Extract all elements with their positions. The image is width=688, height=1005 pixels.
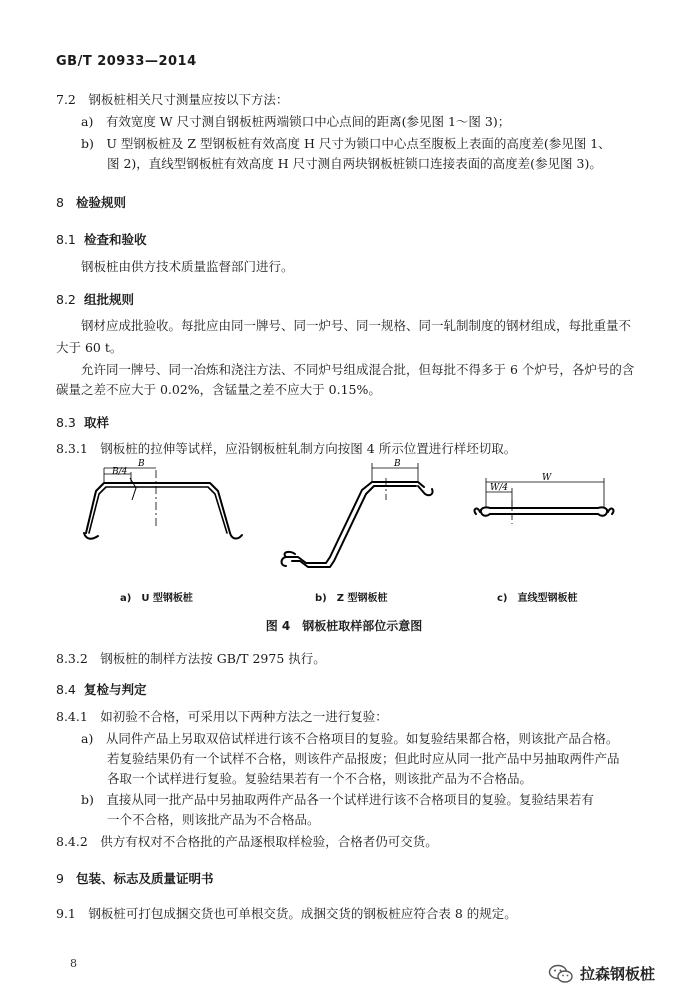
figure-4-drawings xyxy=(0,455,688,585)
clause-8-4-1-a-line3: 各取一个试样进行复验。复验结果若有一个不合格，则该批产品为不合格品。 xyxy=(107,771,533,786)
label-w-over-4: W/4 xyxy=(490,483,509,493)
paragraph-8-2-line2: 大于 60 t。 xyxy=(56,340,123,355)
clause-8-4-1: 8.4.1 如初验不合格，可采用以下两种方法之一进行复验： xyxy=(56,709,388,724)
paragraph-8-2-line4: 碳量之差不应大于 0.02%，含锰量之差不应大于 0.15%。 xyxy=(56,382,381,397)
heading-title: 检验规则 xyxy=(76,195,127,210)
heading-number: 9 xyxy=(56,871,64,886)
paragraph-8-2-line3: 允许同一牌号、同一冶炼和浇注方法、不同炉号组成混合批，但每批不得多于 6 个炉号，各炉号的含 xyxy=(81,362,635,377)
standard-code: GB/T 20933—2014 xyxy=(56,54,197,69)
heading-8-1 xyxy=(56,230,147,248)
clause-8-4-1-b-line1: b) 直接从同一批产品中另抽取两件产品各一个试样进行该不合格项目的复验。复验结果若有 xyxy=(81,792,594,807)
clause-7-2: 7.2 钢板桩相关尺寸测量应按以下方法： xyxy=(56,92,289,107)
label-b-over-4: B/4 xyxy=(112,467,128,477)
watermark xyxy=(548,963,655,984)
clause-8-3-1: 8.3.1 钢板桩的拉伸等试样，应沿钢板桩轧制方向按图 4 所示位置进行样坯切取。 xyxy=(56,441,517,456)
u-type-pile-shape xyxy=(84,483,242,539)
clause-8-3-2: 8.3.2 钢板桩的制样方法按 GB/T 2975 执行。 xyxy=(56,651,326,666)
clause-9-1: 9.1 钢板桩可打包成捆交货也可单根交货。成捆交货的钢板桩应符合表 8 的规定。 xyxy=(56,906,517,921)
clause-7-2-b-line1: b) U 型钢板桩及 Z 型钢板桩有效高度 H 尺寸为锁口中心点至腹板上表面的高度差(参见图 1、 xyxy=(81,136,611,151)
heading-8-3 xyxy=(56,413,109,431)
z-type-pile-shape xyxy=(282,482,433,567)
caption-z-type: b) Z 型钢板桩 xyxy=(315,593,388,604)
label-b-b: B xyxy=(394,459,401,469)
heading-title: 组批规则 xyxy=(84,292,135,307)
heading-number: 8 xyxy=(56,195,64,210)
heading-number: 8.3 xyxy=(56,415,76,430)
label-w: W xyxy=(542,473,552,483)
heading-title: 复检与判定 xyxy=(84,682,147,697)
clause-8-4-1-a-line2: 若复验结果仍有一个试样不合格，则该件产品报废；但此时应从同一批产品中另抽取两件产品 xyxy=(107,751,620,766)
clause-8-4-2: 8.4.2 供方有权对不合格批的产品逐根取样检验，合格者仍可交货。 xyxy=(56,834,438,849)
heading-number: 8.4 xyxy=(56,682,76,697)
caption-u-type: a) U 型钢板桩 xyxy=(120,593,193,604)
caption-straight-type: c) 直线型钢板桩 xyxy=(497,593,578,604)
heading-8 xyxy=(56,193,126,211)
heading-number: 8.1 xyxy=(56,232,76,247)
clause-7-2-a: a) 有效宽度 W 尺寸测自钢板桩两端锁口中心点间的距离(参见图 1～图 3)； xyxy=(81,114,511,129)
label-b-a: B xyxy=(138,459,145,469)
heading-9 xyxy=(56,869,214,887)
heading-8-4 xyxy=(56,680,147,698)
heading-title: 取样 xyxy=(84,415,110,430)
wechat-icon xyxy=(548,964,574,984)
heading-number: 8.2 xyxy=(56,292,76,307)
heading-8-2 xyxy=(56,290,134,308)
clause-8-4-1-a-line1: a) 从同件产品上另取双倍试样进行该不合格项目的复验。如复验结果都合格，则该批产品合格。 xyxy=(81,731,619,746)
heading-title: 包装、标志及质量证明书 xyxy=(76,871,214,886)
watermark-text: 拉森钢板桩 xyxy=(580,965,656,983)
page-number: 8 xyxy=(70,957,77,970)
figure-title: 图 4 钢板桩取样部位示意图 xyxy=(265,619,423,633)
heading-title: 检查和验收 xyxy=(84,232,147,247)
straight-pile-shape xyxy=(475,507,614,515)
clause-8-4-1-b-line2: 一个不合格，则该批产品为不合格品。 xyxy=(107,812,320,827)
paragraph-8-1: 钢板桩由供方技术质量监督部门进行。 xyxy=(81,259,294,274)
clause-7-2-b-line2: 图 2)，直线型钢板桩有效高度 H 尺寸测自两块钢板桩锁口连接表面的高度差(参见图 3)。 xyxy=(107,156,602,171)
paragraph-8-2-line1: 钢材应成批验收。每批应由同一牌号、同一炉号、同一规格、同一轧制制度的钢材组成，每批重量不 xyxy=(81,318,632,333)
